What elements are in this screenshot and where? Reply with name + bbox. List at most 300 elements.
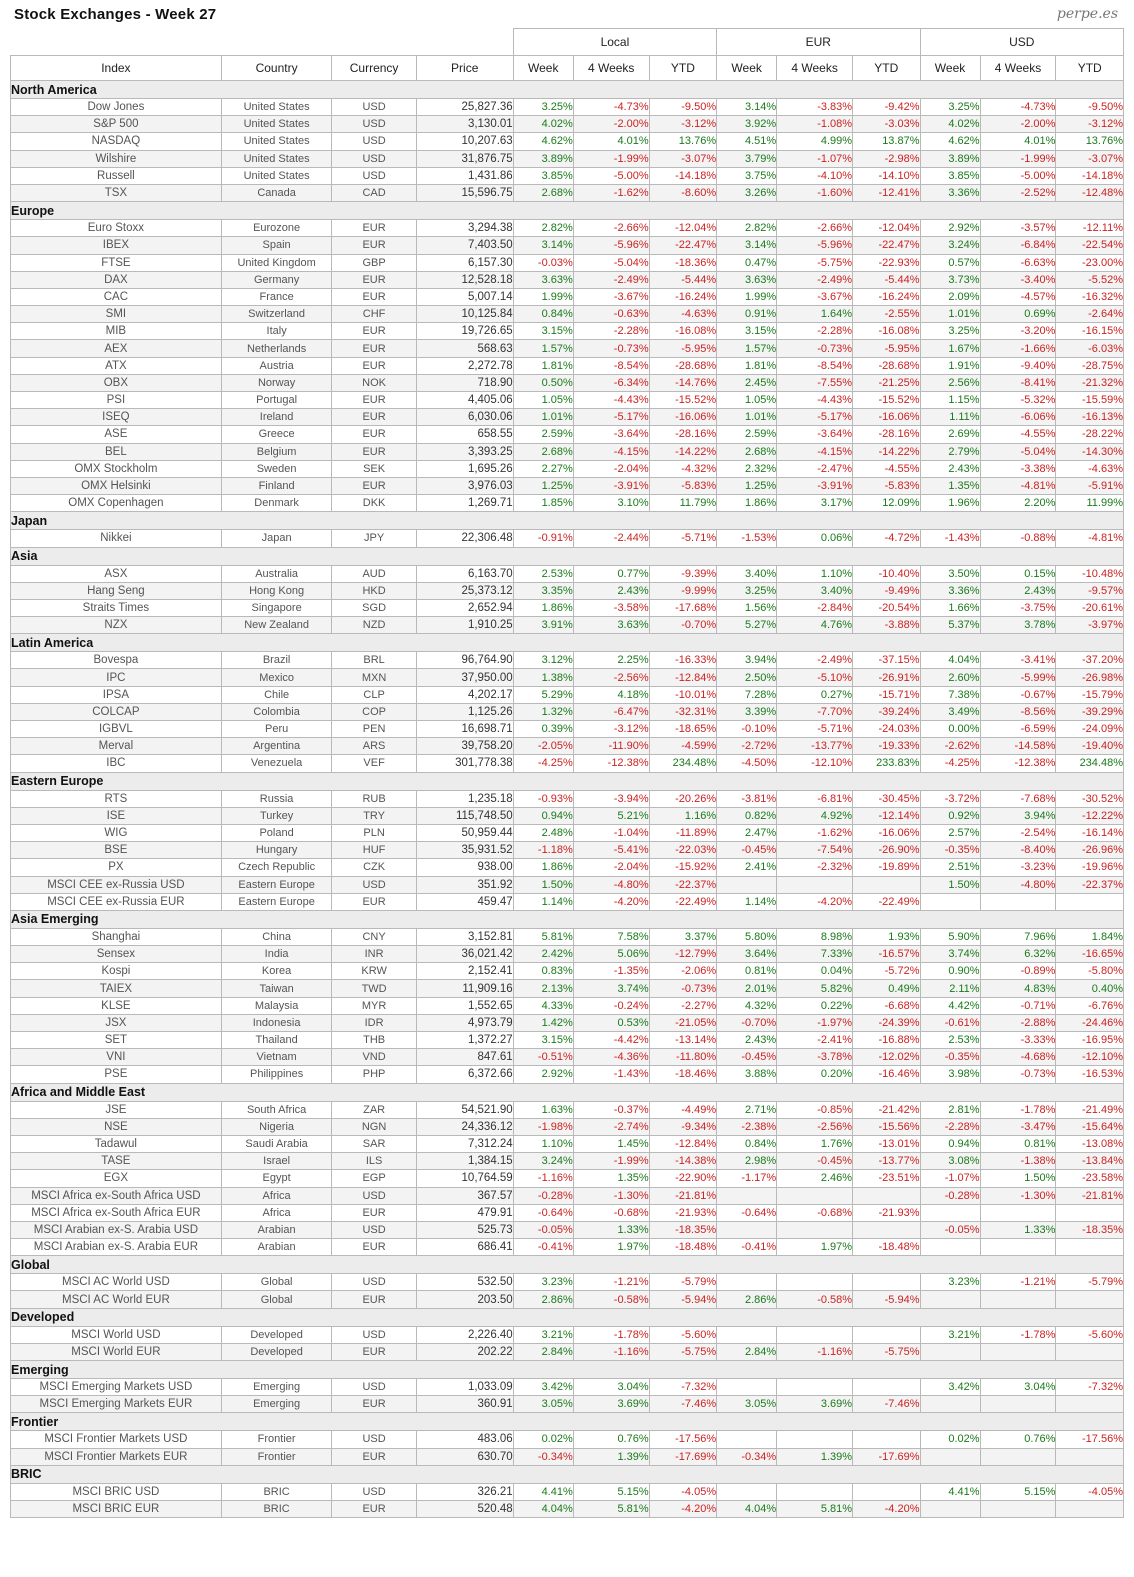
cell-local-ytd: -7.46% — [649, 1396, 716, 1413]
cell-usd-week: 7.38% — [920, 686, 980, 703]
section-title: Frontier — [11, 1413, 1124, 1431]
cell-index: OMX Helsinki — [11, 477, 222, 494]
cell-eur-4weeks: -5.75% — [777, 254, 853, 271]
cell-local-week: 0.94% — [513, 807, 573, 824]
cell-usd-week — [920, 1239, 980, 1256]
cell-eur-4weeks — [777, 1483, 853, 1500]
cell-local-ytd: -22.47% — [649, 237, 716, 254]
cell-index: S&P 500 — [11, 116, 222, 133]
cell-local-4weeks: -3.91% — [573, 477, 649, 494]
cell-country: Vietnam — [221, 1049, 332, 1066]
cell-price: 367.57 — [416, 1187, 513, 1204]
cell-eur-4weeks: 1.64% — [777, 306, 853, 323]
cell-usd-4weeks — [980, 1291, 1056, 1308]
cell-eur-ytd: -28.16% — [853, 426, 920, 443]
cell-usd-ytd: -3.12% — [1056, 116, 1124, 133]
cell-usd-4weeks: 2.43% — [980, 582, 1056, 599]
col-header-eur-ytd: YTD — [853, 56, 920, 81]
cell-eur-week — [717, 1379, 777, 1396]
section-header-row — [11, 1256, 1124, 1274]
cell-local-week: 3.23% — [513, 1274, 573, 1291]
cell-usd-4weeks: 1.50% — [980, 1170, 1056, 1187]
cell-eur-ytd: -21.93% — [853, 1204, 920, 1221]
cell-eur-4weeks: -2.56% — [777, 1118, 853, 1135]
cell-usd-4weeks — [980, 893, 1056, 910]
cell-usd-4weeks — [980, 1239, 1056, 1256]
cell-usd-4weeks: -1.38% — [980, 1153, 1056, 1170]
cell-local-week: 3.91% — [513, 617, 573, 634]
cell-eur-4weeks: 3.17% — [777, 495, 853, 512]
cell-eur-ytd — [853, 1274, 920, 1291]
cell-price: 1,269.71 — [416, 495, 513, 512]
cell-usd-4weeks: 0.81% — [980, 1135, 1056, 1152]
cell-local-week: 5.81% — [513, 928, 573, 945]
cell-eur-ytd: -12.04% — [853, 220, 920, 237]
cell-local-week: 5.29% — [513, 686, 573, 703]
group-header-local: Local — [513, 29, 716, 56]
cell-price: 202.22 — [416, 1343, 513, 1360]
table-row — [11, 824, 1124, 841]
cell-usd-ytd: -28.75% — [1056, 357, 1124, 374]
table-row — [11, 1431, 1124, 1448]
cell-usd-week: 3.74% — [920, 946, 980, 963]
cell-usd-ytd: -5.80% — [1056, 963, 1124, 980]
section-header-row — [11, 772, 1124, 790]
cell-eur-week: 3.63% — [717, 271, 777, 288]
table-row — [11, 1239, 1124, 1256]
cell-eur-ytd: -16.46% — [853, 1066, 920, 1083]
cell-usd-ytd: -16.14% — [1056, 824, 1124, 841]
cell-usd-ytd: 11.99% — [1056, 495, 1124, 512]
cell-usd-ytd: -21.49% — [1056, 1101, 1124, 1118]
cell-eur-week: -2.72% — [717, 738, 777, 755]
cell-usd-4weeks: 4.83% — [980, 980, 1056, 997]
cell-local-4weeks: 3.69% — [573, 1396, 649, 1413]
cell-local-week: -4.25% — [513, 755, 573, 772]
cell-local-4weeks: -8.54% — [573, 357, 649, 374]
cell-eur-4weeks: 5.82% — [777, 980, 853, 997]
cell-usd-ytd: -26.96% — [1056, 842, 1124, 859]
cell-eur-4weeks: -7.54% — [777, 842, 853, 859]
cell-local-ytd: -5.75% — [649, 1343, 716, 1360]
table-row — [11, 167, 1124, 184]
cell-local-4weeks: 3.63% — [573, 617, 649, 634]
cell-local-week: 4.33% — [513, 997, 573, 1014]
cell-usd-week: 3.25% — [920, 323, 980, 340]
cell-usd-week — [920, 893, 980, 910]
cell-usd-4weeks: -7.68% — [980, 790, 1056, 807]
cell-index: MSCI Emerging Markets EUR — [11, 1396, 222, 1413]
cell-usd-week: 2.51% — [920, 859, 980, 876]
cell-eur-week: 0.47% — [717, 254, 777, 271]
cell-eur-ytd: -18.48% — [853, 1239, 920, 1256]
table-row — [11, 599, 1124, 616]
table-row — [11, 980, 1124, 997]
cell-eur-4weeks: -1.97% — [777, 1014, 853, 1031]
cell-currency: USD — [332, 1187, 416, 1204]
cell-local-4weeks: 1.35% — [573, 1170, 649, 1187]
cell-country: Finland — [221, 477, 332, 494]
cell-country: Spain — [221, 237, 332, 254]
cell-local-4weeks: -2.49% — [573, 271, 649, 288]
cell-price: 10,764.59 — [416, 1170, 513, 1187]
cell-local-week: 2.68% — [513, 184, 573, 201]
cell-usd-week: 3.36% — [920, 582, 980, 599]
cell-usd-4weeks: -12.38% — [980, 755, 1056, 772]
cell-eur-4weeks: -2.28% — [777, 323, 853, 340]
cell-usd-ytd: -23.58% — [1056, 1170, 1124, 1187]
cell-usd-week: -0.05% — [920, 1221, 980, 1238]
cell-usd-week — [920, 1500, 980, 1517]
table-row — [11, 928, 1124, 945]
cell-usd-week: 4.41% — [920, 1483, 980, 1500]
cell-currency: SAR — [332, 1135, 416, 1152]
cell-local-ytd: -18.65% — [649, 721, 716, 738]
cell-index: PSI — [11, 392, 222, 409]
cell-usd-4weeks: 3.04% — [980, 1379, 1056, 1396]
section-title: Africa and Middle East — [11, 1083, 1124, 1101]
cell-local-4weeks: -2.44% — [573, 530, 649, 547]
cell-usd-week: 0.90% — [920, 963, 980, 980]
cell-usd-ytd: -5.91% — [1056, 477, 1124, 494]
cell-price: 10,125.84 — [416, 306, 513, 323]
cell-eur-4weeks: -4.43% — [777, 392, 853, 409]
cell-local-week: -0.28% — [513, 1187, 573, 1204]
cell-price: 1,695.26 — [416, 460, 513, 477]
cell-currency: GBP — [332, 254, 416, 271]
cell-local-4weeks: -1.35% — [573, 963, 649, 980]
cell-local-ytd: -4.49% — [649, 1101, 716, 1118]
cell-eur-ytd: -5.75% — [853, 1343, 920, 1360]
cell-usd-week: 2.79% — [920, 443, 980, 460]
cell-index: BEL — [11, 443, 222, 460]
cell-usd-ytd: -9.57% — [1056, 582, 1124, 599]
cell-usd-week: 1.96% — [920, 495, 980, 512]
cell-local-ytd: -8.60% — [649, 184, 716, 201]
cell-country: Russia — [221, 790, 332, 807]
section-title: BRIC — [11, 1465, 1124, 1483]
cell-usd-week: 0.00% — [920, 721, 980, 738]
cell-price: 4,973.79 — [416, 1014, 513, 1031]
cell-price: 50,959.44 — [416, 824, 513, 841]
cell-index: MSCI Frontier Markets USD — [11, 1431, 222, 1448]
cell-eur-ytd: -5.72% — [853, 963, 920, 980]
cell-usd-4weeks: -3.38% — [980, 460, 1056, 477]
cell-usd-week: 2.81% — [920, 1101, 980, 1118]
cell-price: 1,431.86 — [416, 167, 513, 184]
cell-price: 36,021.42 — [416, 946, 513, 963]
cell-usd-week — [920, 1343, 980, 1360]
cell-local-4weeks: -0.58% — [573, 1291, 649, 1308]
cell-usd-week: 0.94% — [920, 1135, 980, 1152]
cell-eur-4weeks: -1.62% — [777, 824, 853, 841]
cell-currency: SEK — [332, 460, 416, 477]
cell-local-4weeks: -4.20% — [573, 893, 649, 910]
cell-price: 96,764.90 — [416, 652, 513, 669]
cell-price: 2,152.41 — [416, 963, 513, 980]
cell-eur-week: 1.81% — [717, 357, 777, 374]
cell-index: ISEQ — [11, 409, 222, 426]
cell-usd-4weeks: -4.73% — [980, 99, 1056, 116]
cell-usd-4weeks: -5.04% — [980, 443, 1056, 460]
cell-local-4weeks: -1.04% — [573, 824, 649, 841]
cell-usd-ytd: -12.22% — [1056, 807, 1124, 824]
cell-eur-week: -3.81% — [717, 790, 777, 807]
cell-usd-4weeks — [980, 1343, 1056, 1360]
cell-local-week: 3.21% — [513, 1326, 573, 1343]
cell-eur-week — [717, 1274, 777, 1291]
section-title: Eastern Europe — [11, 772, 1124, 790]
cell-eur-4weeks: -7.55% — [777, 374, 853, 391]
cell-country: Argentina — [221, 738, 332, 755]
table-row — [11, 755, 1124, 772]
cell-eur-4weeks: -6.81% — [777, 790, 853, 807]
cell-index: NASDAQ — [11, 133, 222, 150]
cell-country: Global — [221, 1291, 332, 1308]
cell-usd-4weeks: -1.66% — [980, 340, 1056, 357]
cell-local-4weeks: -1.99% — [573, 150, 649, 167]
cell-usd-4weeks: -5.99% — [980, 669, 1056, 686]
cell-usd-week: 2.92% — [920, 220, 980, 237]
cell-country: Colombia — [221, 703, 332, 720]
cell-local-4weeks: -0.37% — [573, 1101, 649, 1118]
cell-price: 1,552.65 — [416, 997, 513, 1014]
cell-local-4weeks: -3.94% — [573, 790, 649, 807]
cell-local-4weeks: -2.74% — [573, 1118, 649, 1135]
brand-watermark: perpe.es — [1056, 6, 1118, 22]
cell-usd-4weeks: -3.23% — [980, 859, 1056, 876]
cell-price: 15,596.75 — [416, 184, 513, 201]
cell-index: IBEX — [11, 237, 222, 254]
cell-usd-week: 1.35% — [920, 477, 980, 494]
cell-local-4weeks: -4.43% — [573, 392, 649, 409]
cell-eur-ytd — [853, 1379, 920, 1396]
cell-eur-4weeks — [777, 1379, 853, 1396]
cell-eur-4weeks: 0.22% — [777, 997, 853, 1014]
cell-eur-ytd: -4.55% — [853, 460, 920, 477]
cell-country: France — [221, 288, 332, 305]
cell-price: 31,876.75 — [416, 150, 513, 167]
cell-index: MSCI World USD — [11, 1326, 222, 1343]
cell-usd-4weeks — [980, 1396, 1056, 1413]
table-row — [11, 477, 1124, 494]
cell-eur-week — [717, 876, 777, 893]
cell-eur-ytd: -9.49% — [853, 582, 920, 599]
cell-index: MSCI Africa ex-South Africa EUR — [11, 1204, 222, 1221]
cell-local-week: 2.53% — [513, 565, 573, 582]
cell-local-ytd: -12.79% — [649, 946, 716, 963]
cell-price: 847.61 — [416, 1049, 513, 1066]
cell-price: 3,976.03 — [416, 477, 513, 494]
cell-index: VNI — [11, 1049, 222, 1066]
cell-local-4weeks: -2.04% — [573, 460, 649, 477]
cell-eur-week: 1.25% — [717, 477, 777, 494]
cell-usd-4weeks: -0.89% — [980, 963, 1056, 980]
section-header-row — [11, 634, 1124, 652]
cell-usd-week: 3.21% — [920, 1326, 980, 1343]
cell-eur-week: 5.27% — [717, 617, 777, 634]
cell-local-week: 4.04% — [513, 1500, 573, 1517]
cell-local-ytd: -20.26% — [649, 790, 716, 807]
cell-currency: TRY — [332, 807, 416, 824]
cell-eur-4weeks: -5.96% — [777, 237, 853, 254]
section-header-row — [11, 1361, 1124, 1379]
table-row — [11, 1101, 1124, 1118]
cell-usd-week: 2.60% — [920, 669, 980, 686]
col-header-local-ytd: YTD — [649, 56, 716, 81]
table-row — [11, 357, 1124, 374]
cell-index: Shanghai — [11, 928, 222, 945]
cell-usd-week: 3.42% — [920, 1379, 980, 1396]
cell-eur-4weeks: 1.10% — [777, 565, 853, 582]
cell-local-4weeks: 1.45% — [573, 1135, 649, 1152]
cell-eur-ytd: -14.10% — [853, 167, 920, 184]
cell-country: Thailand — [221, 1032, 332, 1049]
cell-local-4weeks: -2.56% — [573, 669, 649, 686]
cell-local-4weeks: 4.01% — [573, 133, 649, 150]
cell-index: ASE — [11, 426, 222, 443]
cell-local-4weeks: 0.53% — [573, 1014, 649, 1031]
table-row — [11, 1379, 1124, 1396]
cell-local-ytd: -9.99% — [649, 582, 716, 599]
cell-eur-week — [717, 1187, 777, 1204]
cell-eur-week: 7.28% — [717, 686, 777, 703]
cell-local-week: 1.14% — [513, 893, 573, 910]
cell-eur-ytd: -26.91% — [853, 669, 920, 686]
cell-index: Nikkei — [11, 530, 222, 547]
cell-eur-ytd: -23.51% — [853, 1170, 920, 1187]
cell-local-4weeks: -1.30% — [573, 1187, 649, 1204]
cell-eur-4weeks: -2.66% — [777, 220, 853, 237]
cell-eur-ytd: -22.49% — [853, 893, 920, 910]
cell-eur-ytd: -14.22% — [853, 443, 920, 460]
cell-usd-4weeks: 0.76% — [980, 1431, 1056, 1448]
cell-currency: EUR — [332, 288, 416, 305]
cell-local-ytd: -12.84% — [649, 669, 716, 686]
cell-usd-ytd: 0.40% — [1056, 980, 1124, 997]
cell-usd-week: 4.42% — [920, 997, 980, 1014]
cell-index: NZX — [11, 617, 222, 634]
cell-local-ytd: -16.08% — [649, 323, 716, 340]
cell-usd-ytd: -21.32% — [1056, 374, 1124, 391]
cell-usd-ytd: -28.22% — [1056, 426, 1124, 443]
cell-eur-ytd: -16.06% — [853, 409, 920, 426]
cell-price: 1,372.27 — [416, 1032, 513, 1049]
cell-local-ytd: -21.05% — [649, 1014, 716, 1031]
table-row — [11, 1153, 1124, 1170]
table-row — [11, 1500, 1124, 1517]
cell-index: CAC — [11, 288, 222, 305]
cell-eur-week: 2.43% — [717, 1032, 777, 1049]
cell-usd-4weeks — [980, 1448, 1056, 1465]
cell-local-4weeks: 1.39% — [573, 1448, 649, 1465]
section-title: Emerging — [11, 1361, 1124, 1379]
cell-eur-4weeks: -0.45% — [777, 1153, 853, 1170]
cell-local-ytd: -10.01% — [649, 686, 716, 703]
cell-usd-week: 3.49% — [920, 703, 980, 720]
cell-currency: VND — [332, 1049, 416, 1066]
group-header-row — [11, 29, 1124, 56]
cell-price: 686.41 — [416, 1239, 513, 1256]
cell-currency: USD — [332, 1221, 416, 1238]
col-header-usd-ytd: YTD — [1056, 56, 1124, 81]
cell-index: TASE — [11, 1153, 222, 1170]
table-row — [11, 443, 1124, 460]
col-header-eur-week: Week — [717, 56, 777, 81]
cell-eur-week: -2.38% — [717, 1118, 777, 1135]
cell-eur-ytd: -22.47% — [853, 237, 920, 254]
cell-country: United States — [221, 167, 332, 184]
cell-usd-ytd: -6.76% — [1056, 997, 1124, 1014]
cell-currency: INR — [332, 946, 416, 963]
cell-local-week: 3.42% — [513, 1379, 573, 1396]
cell-eur-week: -0.10% — [717, 721, 777, 738]
cell-eur-4weeks: -3.78% — [777, 1049, 853, 1066]
cell-local-week: -1.16% — [513, 1170, 573, 1187]
cell-local-ytd: -5.60% — [649, 1326, 716, 1343]
cell-local-week: 3.25% — [513, 99, 573, 116]
cell-local-4weeks: -4.42% — [573, 1032, 649, 1049]
cell-currency: THB — [332, 1032, 416, 1049]
cell-price: 35,931.52 — [416, 842, 513, 859]
page-header — [10, 6, 1124, 28]
cell-price: 39,758.20 — [416, 738, 513, 755]
cell-local-week: 2.42% — [513, 946, 573, 963]
table-row — [11, 1187, 1124, 1204]
cell-currency: USD — [332, 876, 416, 893]
cell-price: 25,827.36 — [416, 99, 513, 116]
cell-index: MSCI CEE ex-Russia USD — [11, 876, 222, 893]
table-row — [11, 963, 1124, 980]
table-row — [11, 1014, 1124, 1031]
table-row — [11, 426, 1124, 443]
cell-country: Japan — [221, 530, 332, 547]
cell-index: IPC — [11, 669, 222, 686]
cell-local-week: 3.05% — [513, 1396, 573, 1413]
cell-usd-ytd: -14.30% — [1056, 443, 1124, 460]
cell-eur-week: -1.53% — [717, 530, 777, 547]
cell-eur-4weeks: -1.60% — [777, 184, 853, 201]
cell-usd-week: 3.89% — [920, 150, 980, 167]
table-row — [11, 306, 1124, 323]
cell-country: Emerging — [221, 1396, 332, 1413]
cell-price: 483.06 — [416, 1431, 513, 1448]
cell-local-week: 1.32% — [513, 703, 573, 720]
table-row — [11, 790, 1124, 807]
cell-eur-week: 4.51% — [717, 133, 777, 150]
cell-usd-ytd: -15.64% — [1056, 1118, 1124, 1135]
cell-local-4weeks: -1.43% — [573, 1066, 649, 1083]
cell-country: Czech Republic — [221, 859, 332, 876]
cell-currency: EUR — [332, 1239, 416, 1256]
cell-local-ytd: -3.07% — [649, 150, 716, 167]
cell-local-week: 1.50% — [513, 876, 573, 893]
cell-price: 1,910.25 — [416, 617, 513, 634]
cell-currency: USD — [332, 1431, 416, 1448]
cell-price: 16,698.71 — [416, 721, 513, 738]
cell-local-ytd: -9.34% — [649, 1118, 716, 1135]
cell-local-ytd: -18.36% — [649, 254, 716, 271]
cell-local-week: 3.14% — [513, 237, 573, 254]
table-row — [11, 1170, 1124, 1187]
cell-usd-ytd: -13.84% — [1056, 1153, 1124, 1170]
cell-usd-week: 2.57% — [920, 824, 980, 841]
cell-country: Singapore — [221, 599, 332, 616]
table-row — [11, 1118, 1124, 1135]
section-title: Asia Emerging — [11, 910, 1124, 928]
cell-currency: EUR — [332, 1500, 416, 1517]
cell-price: 22,306.48 — [416, 530, 513, 547]
